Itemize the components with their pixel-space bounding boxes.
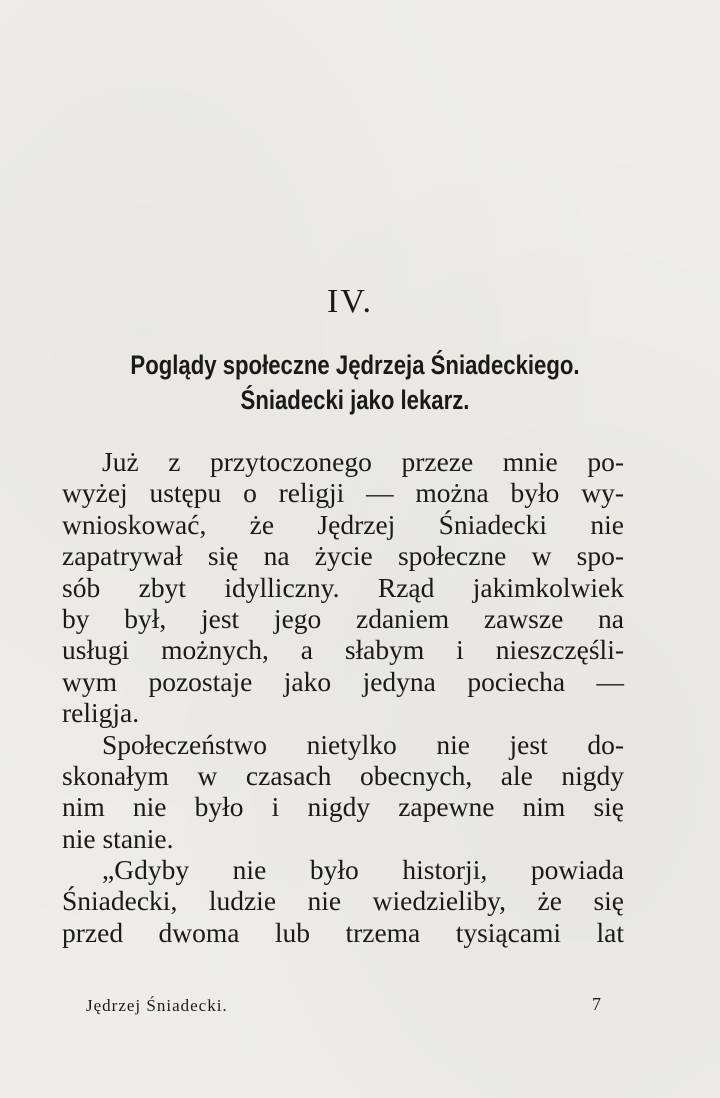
text-line: Śniadecki, ludzie nie wiedzieliby, że się [62,885,624,917]
text-line: przed dwoma lub trzema tysiącami lat [62,916,624,948]
text-line: skonałym w czasach obecnych, ale nigdy [62,759,624,791]
text-line: sób zbyt idylliczny. Rząd jakimkolwiek [62,571,624,603]
text-line: religja. [62,697,140,729]
body-text [62,446,624,948]
text-line: Już z przytoczonego przeze mnie po- [102,446,624,477]
page-footer-signature: Jędrzej Śniadecki. [86,996,228,1015]
text-line: nie stanie. [62,822,174,854]
text-line: wnioskować, że Jędrzej Śniadecki nie [62,508,624,540]
chapter-title-line-1: Poglądy społeczne Jędrzeja Śniadeckiego. [130,350,580,380]
text-line: wym pozostaje jako jedyna pociecha — [62,665,624,697]
chapter-number: IV. [327,283,373,320]
text-line: by był, jest jego zdaniem zawsze na [62,602,624,634]
text-line: nim nie było i nigdy zapewne nim się [62,791,624,823]
chapter-title-line-2: Śniadecki jako lekarz. [240,385,470,415]
text-line: usługi możnych, a słabym i nieszczęśli- [62,634,624,666]
text-line: Społeczeństwo nietylko nie jest do- [102,728,624,760]
text-line: wyżej ustępu o religji — można było wy- [62,477,624,509]
text-line: „Gdyby nie było historji, powiada [102,854,624,886]
page-footer-mark: 7 [592,994,601,1014]
text-line: zapatrywał się na życie społeczne w spo- [62,540,624,572]
